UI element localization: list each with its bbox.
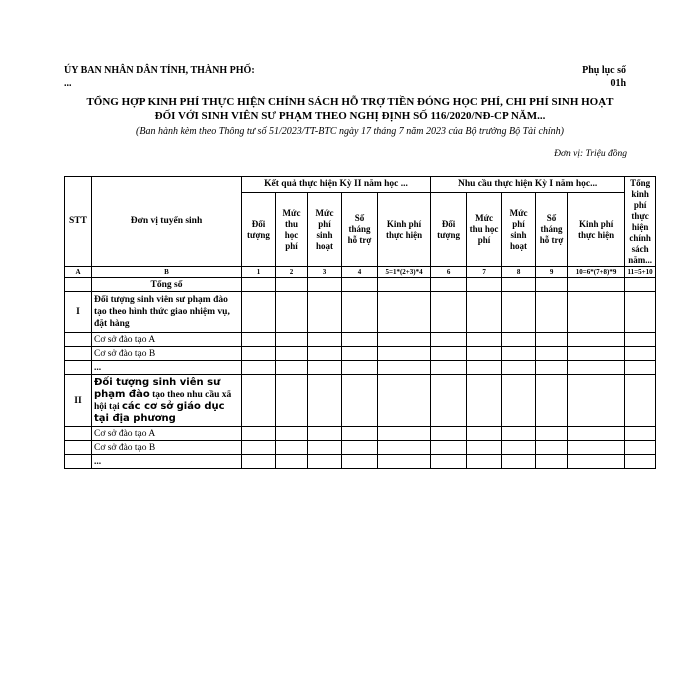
table-row-group-1: [65, 292, 656, 333]
header-group-needs: Nhu cầu thực hiện Kỳ I năm học...: [431, 177, 625, 193]
header-doi-tuong-2: Đối tượng: [431, 193, 467, 267]
table-row-school-a: [65, 427, 656, 441]
index-cell: 11=5+10: [625, 267, 656, 278]
index-cell: 3: [308, 267, 342, 278]
header-kinh-phi-thuc-hien-2: Kinh phí thực hiện: [568, 193, 625, 267]
authority-line: ÚY BAN NHÂN DÂN TỈNH, THÀNH PHỐ:: [64, 65, 255, 76]
index-cell: 8: [502, 267, 536, 278]
table-row-group-2: [65, 375, 656, 427]
group-1-label: Đối tượng sinh viên sư phạm đào tạo theo hình thức giao nhiệm vụ, đặt hàng: [92, 292, 242, 333]
header-muc-thu-hoc-phi-2: Mức thu học phí: [467, 193, 502, 267]
table-row-school-b: [65, 441, 656, 455]
table-row-ellipsis: [65, 361, 656, 375]
header-so-thang-ho-tro-1: Số tháng hỗ trợ: [342, 193, 378, 267]
header-muc-phi-sinh-hoat-2: Mức phí sinh hoạt: [502, 193, 536, 267]
document-subtitle: (Ban hành kèm theo Thông tư số 51/2023/TT-BTC ngày 17 tháng 7 năm 2023 của Bộ trưởng Bộ Tài chính): [136, 126, 564, 137]
header-so-thang-ho-tro-2: Số tháng hỗ trợ: [536, 193, 568, 267]
index-cell: B: [92, 267, 242, 278]
index-cell: 9: [536, 267, 568, 278]
authority-ellipsis: ...: [64, 78, 72, 89]
index-cell: 1: [242, 267, 276, 278]
school-b-label: Cơ sở đào tạo B: [92, 347, 242, 361]
roman-numeral-2: II: [65, 375, 92, 427]
row-total-label: Tổng số: [92, 278, 242, 292]
table-row-school-b: [65, 347, 656, 361]
table-row-ellipsis: [65, 455, 656, 469]
group-2-label-part-2: tạo theo nhu cầu xã hội tại: [94, 389, 232, 412]
header-muc-thu-hoc-phi-1: Mức thu học phí: [276, 193, 308, 267]
ellipsis-label: ...: [92, 361, 242, 375]
table-row-school-a: [65, 333, 656, 347]
header-kinh-phi-thuc-hien-1: Kinh phí thực hiện: [378, 193, 431, 267]
index-cell: 4: [342, 267, 378, 278]
header-muc-phi-sinh-hoat-1: Mức phí sinh hoạt: [308, 193, 342, 267]
school-a-label: Cơ sở đào tạo A: [92, 333, 242, 347]
header-admission-unit: Đơn vị tuyển sinh: [92, 177, 242, 267]
school-a-label: Cơ sở đào tạo A: [92, 427, 242, 441]
header-group-results: Kết quả thực hiện Kỳ II năm học ...: [242, 177, 431, 193]
appendix-code: 01h: [610, 78, 626, 89]
header-stt: STT: [65, 177, 92, 267]
table-row-total: [65, 278, 656, 292]
group-2-label-part-1: Đối tượng sinh viên sư phạm đào: [94, 376, 221, 400]
school-b-label: Cơ sở đào tạo B: [92, 441, 242, 455]
ellipsis-label: ...: [92, 455, 242, 469]
index-cell: 10=6*(7+8)*9: [568, 267, 625, 278]
group-2-label: [92, 375, 242, 427]
header-doi-tuong-1: Đối tượng: [242, 193, 276, 267]
issuing-authority: [64, 64, 255, 90]
index-cell: A: [65, 267, 92, 278]
table-header-row: [65, 177, 656, 193]
appendix-label: Phụ lục số: [582, 65, 626, 76]
document-title-line-2: ĐỐI VỚI SINH VIÊN SƯ PHẠM THEO NGHỊ ĐỊNH SỐ 116/2020/NĐ-CP NĂM...: [154, 110, 546, 122]
index-cell: 6: [431, 267, 467, 278]
appendix-number: [560, 64, 626, 90]
header-total-funding: Tổng kinh phí thực hiện chính sách năm...: [625, 177, 656, 267]
currency-unit: Đơn vị: Triệu đồng: [554, 149, 627, 159]
group-2-label-part-3: các cơ sở giáo dục tại địa phương: [94, 400, 225, 424]
document-title-line-1: TỔNG HỢP KINH PHÍ THỰC HIỆN CHÍNH SÁCH HỖ TRỢ TIỀN ĐÓNG HỌC PHÍ, CHI PHÍ SINH HOẠT: [86, 96, 614, 108]
index-cell: 5=1*(2+3)*4: [378, 267, 431, 278]
index-cell: 7: [467, 267, 502, 278]
column-index-row: [65, 267, 656, 278]
index-cell: 2: [276, 267, 308, 278]
roman-numeral-1: I: [65, 292, 92, 333]
funding-table: [64, 176, 656, 469]
